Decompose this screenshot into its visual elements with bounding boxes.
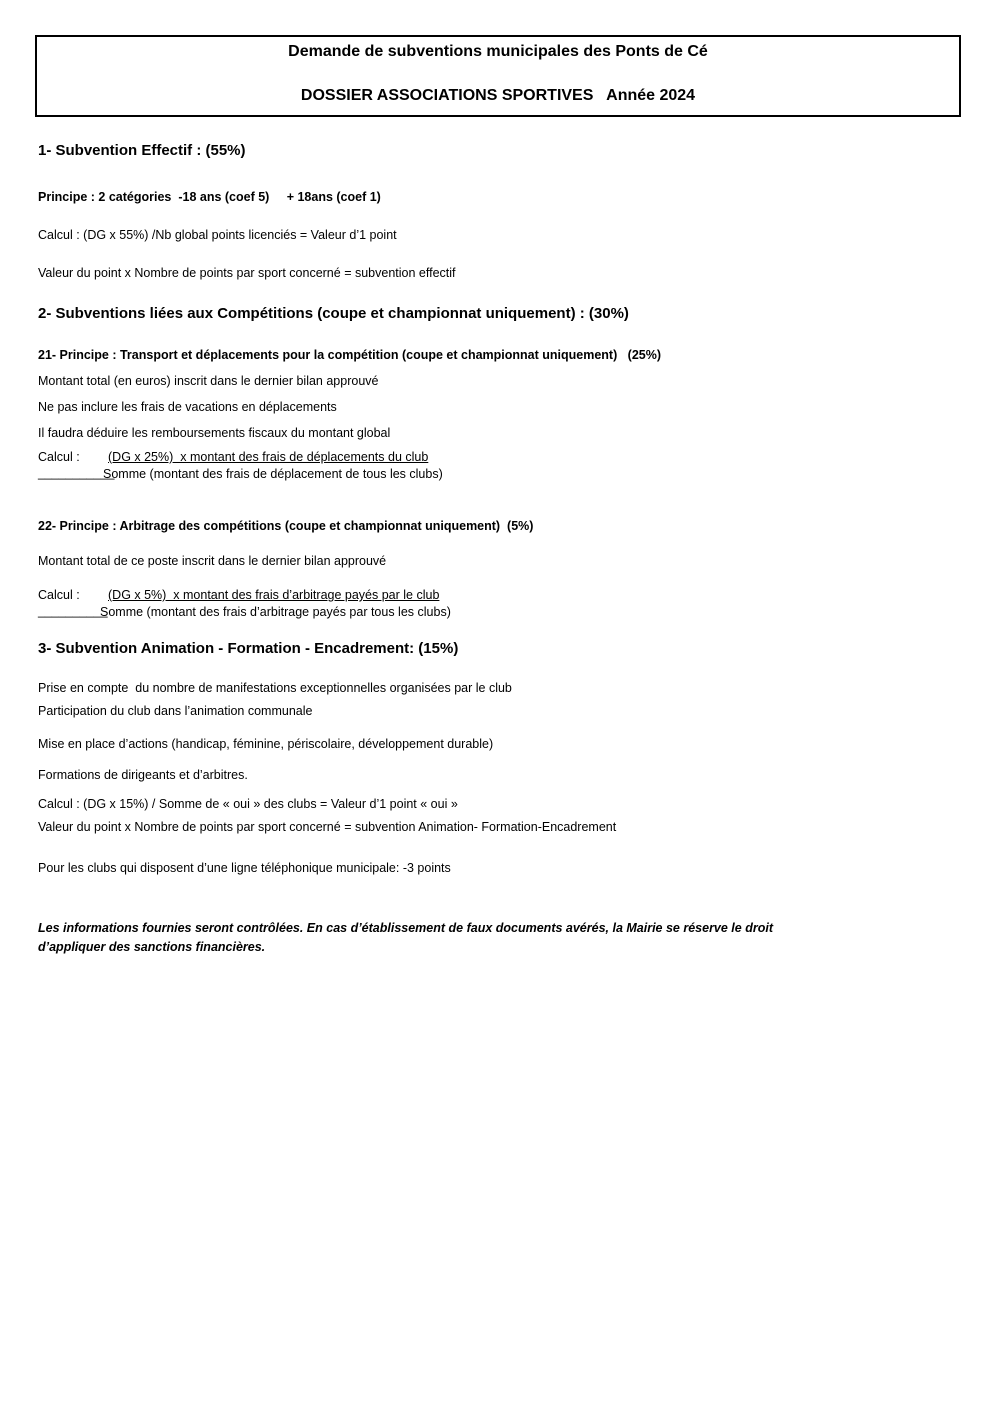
- section1-principe: Principe : 2 catégories -18 ans (coef 5) + 18ans (coef 1): [38, 190, 381, 204]
- section3-line1: Prise en compte du nombre de manifestations exceptionnelles organisées par le club: [38, 681, 512, 695]
- section3-line2: Participation du club dans l’animation communale: [38, 704, 313, 718]
- section22-blank: __________: [38, 604, 108, 618]
- section21-line3: Il faudra déduire les remboursements fiscaux du montant global: [38, 426, 391, 440]
- section3-line3: Mise en place d’actions (handicap, féminine, périscolaire, développement durable): [38, 737, 494, 751]
- section3-valeur: Valeur du point x Nombre de points par sport concerné = subvention Animation- Formation-Encadrement: [38, 820, 617, 834]
- document-title: Demande de subventions municipales des Ponts de Cé: [288, 43, 708, 60]
- section22-heading: 22- Principe : Arbitrage des compétitions (coupe et championnat uniquement) (5%): [38, 519, 534, 533]
- document-subtitle: DOSSIER ASSOCIATIONS SPORTIVES Année 2024: [300, 87, 696, 104]
- section21-blank: ___________: [38, 466, 115, 480]
- section2-heading: 2- Subventions liées aux Compétitions (coupe et championnat uniquement) : (30%): [38, 305, 629, 322]
- section1-calcul: Calcul : (DG x 55%) /Nb global points licenciés = Valeur d’1 point: [38, 228, 397, 242]
- section3-heading: 3- Subvention Animation - Formation - Encadrement: (15%): [38, 640, 459, 657]
- footer-line1: Les informations fournies seront contrôlées. En cas d’établissement de faux documents avérés, la Mairie se réserve le droit: [38, 921, 773, 935]
- section21-line1: Montant total (en euros) inscrit dans le dernier bilan approuvé: [38, 374, 379, 388]
- section3-telephone: Pour les clubs qui disposent d’une ligne téléphonique municipale: -3 points: [38, 861, 451, 875]
- header-box: [35, 35, 961, 117]
- section22-line1: Montant total de ce poste inscrit dans le dernier bilan approuvé: [38, 554, 387, 568]
- section3-calcul: Calcul : (DG x 15%) / Somme de « oui » des clubs = Valeur d’1 point « oui »: [38, 797, 458, 811]
- section22-denominator: Somme (montant des frais d’arbitrage payés par tous les clubs): [100, 605, 451, 619]
- section1-valeur: Valeur du point x Nombre de points par sport concerné = subvention effectif: [38, 266, 456, 280]
- section22-calcul-label: Calcul :: [38, 588, 80, 602]
- section3-line4: Formations de dirigeants et d’arbitres.: [38, 768, 248, 782]
- section21-line2: Ne pas inclure les frais de vacations en déplacements: [38, 400, 337, 414]
- section21-numerator: (DG x 25%) x montant des frais de déplacements du club: [108, 450, 429, 464]
- footer-line2: d’appliquer des sanctions financières.: [38, 940, 266, 954]
- section21-calcul-label: Calcul :: [38, 450, 80, 464]
- section21-heading: 21- Principe : Transport et déplacements pour la compétition (coupe et championnat uniquement) (25%): [38, 348, 662, 362]
- section22-numerator: (DG x 5%) x montant des frais d’arbitrage payés par le club: [108, 588, 440, 602]
- section1-heading: 1- Subvention Effectif : (55%): [38, 142, 246, 159]
- section21-denominator: Somme (montant des frais de déplacement de tous les clubs): [103, 467, 443, 481]
